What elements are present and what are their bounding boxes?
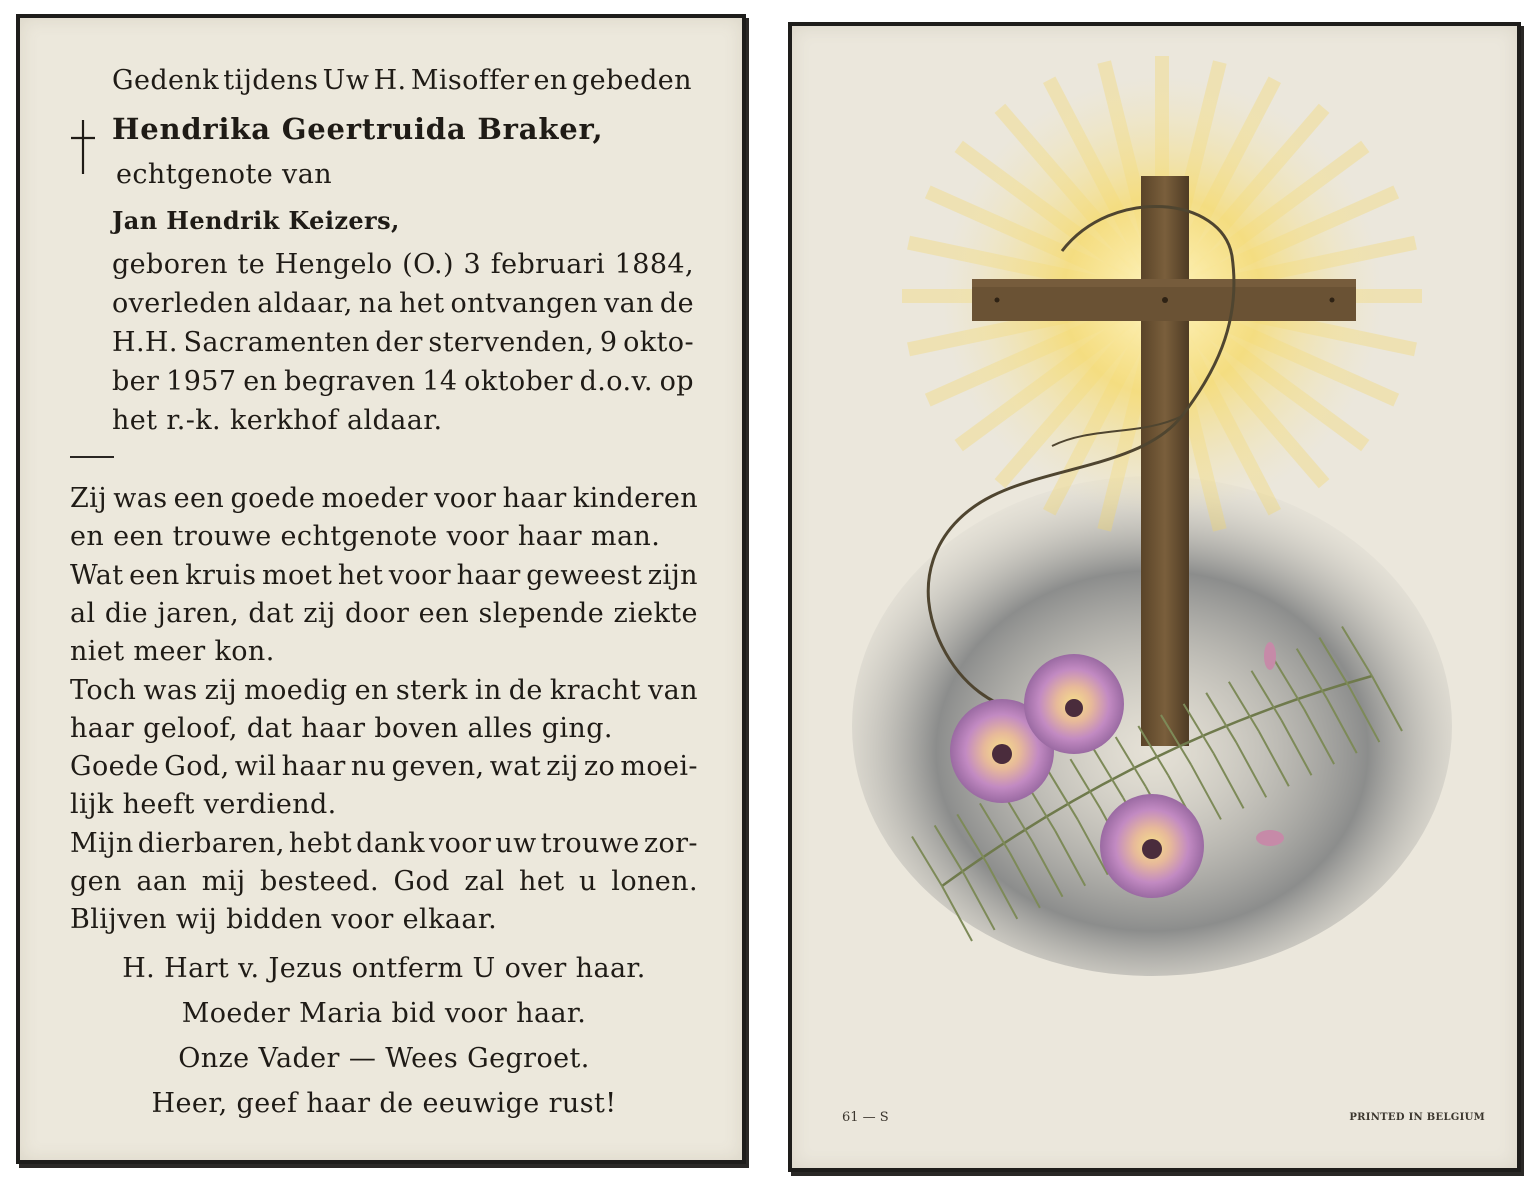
memorial-text-line: haar geloof, dat haar boven alles ging. xyxy=(70,712,613,744)
printed-in-label: PRINTED IN BELGIUM xyxy=(1349,1112,1485,1123)
memorial-text-line: Wat een kruis moet het voor haar geweest zijn xyxy=(70,559,698,591)
memorial-text-line: en een trouwe echtgenote voor haar man. xyxy=(70,521,661,553)
memorial-text-line: niet meer kon. xyxy=(70,636,275,668)
memorial-card-back xyxy=(788,22,1521,1172)
biography-line: het r.-k. kerkhof aldaar. xyxy=(112,405,443,436)
deceased-name: Hendrika Geertruida Braker, xyxy=(112,112,604,146)
prayer-line: Heer, geef haar de eeuwige rust! xyxy=(151,1088,617,1119)
prayer-line: H. Hart v. Jezus ontferm U over haar. xyxy=(122,953,646,984)
printer-code: 61 — S xyxy=(842,1110,889,1125)
memorial-text-line: Mijn dierbaren, hebt dank voor uw trouwe zor- xyxy=(70,827,698,859)
small-cross-icon xyxy=(68,118,98,188)
memorial-text-line: al die jaren, dat zij door een slepende ziekte xyxy=(70,597,698,629)
memorial-text-line: gen aan mij besteed. God zal het u lonen. xyxy=(70,866,698,897)
divider-dash xyxy=(70,456,114,458)
memorial-text-line: Goede God, wil haar nu geven, wat zij zo moei- xyxy=(70,751,698,783)
biography-line: ber 1957 en begraven 14 oktober d.o.v. op xyxy=(112,366,694,397)
memorial-text-line: Toch was zij moedig en sterk in de kracht van xyxy=(70,674,698,706)
spouse-label: echtgenote van xyxy=(116,159,332,190)
biography-line: geboren te Hengelo (O.) 3 februari 1884, xyxy=(112,249,694,280)
cross-illustration xyxy=(792,26,1517,1168)
biography-line: H.H. Sacramenten der stervenden, 9 okto- xyxy=(112,327,694,358)
memorial-text-line: Blijven wij bidden voor elkaar. xyxy=(70,904,498,936)
memorial-text-line: lijk heeft verdiend. xyxy=(70,789,337,821)
prayer-line: Moeder Maria bid voor haar. xyxy=(181,998,587,1029)
prayer-line: Onze Vader — Wees Gegroet. xyxy=(178,1043,590,1074)
memorial-text-line: Zij was een goede moeder voor haar kinderen xyxy=(70,483,698,514)
memorial-card-front xyxy=(16,14,746,1164)
intro-line: Gedenk tijdens Uw H. Misoffer en gebeden xyxy=(112,65,692,96)
biography-line: overleden aldaar, na het ontvangen van de xyxy=(112,288,694,319)
spouse-name: Jan Hendrik Keizers, xyxy=(112,206,400,235)
